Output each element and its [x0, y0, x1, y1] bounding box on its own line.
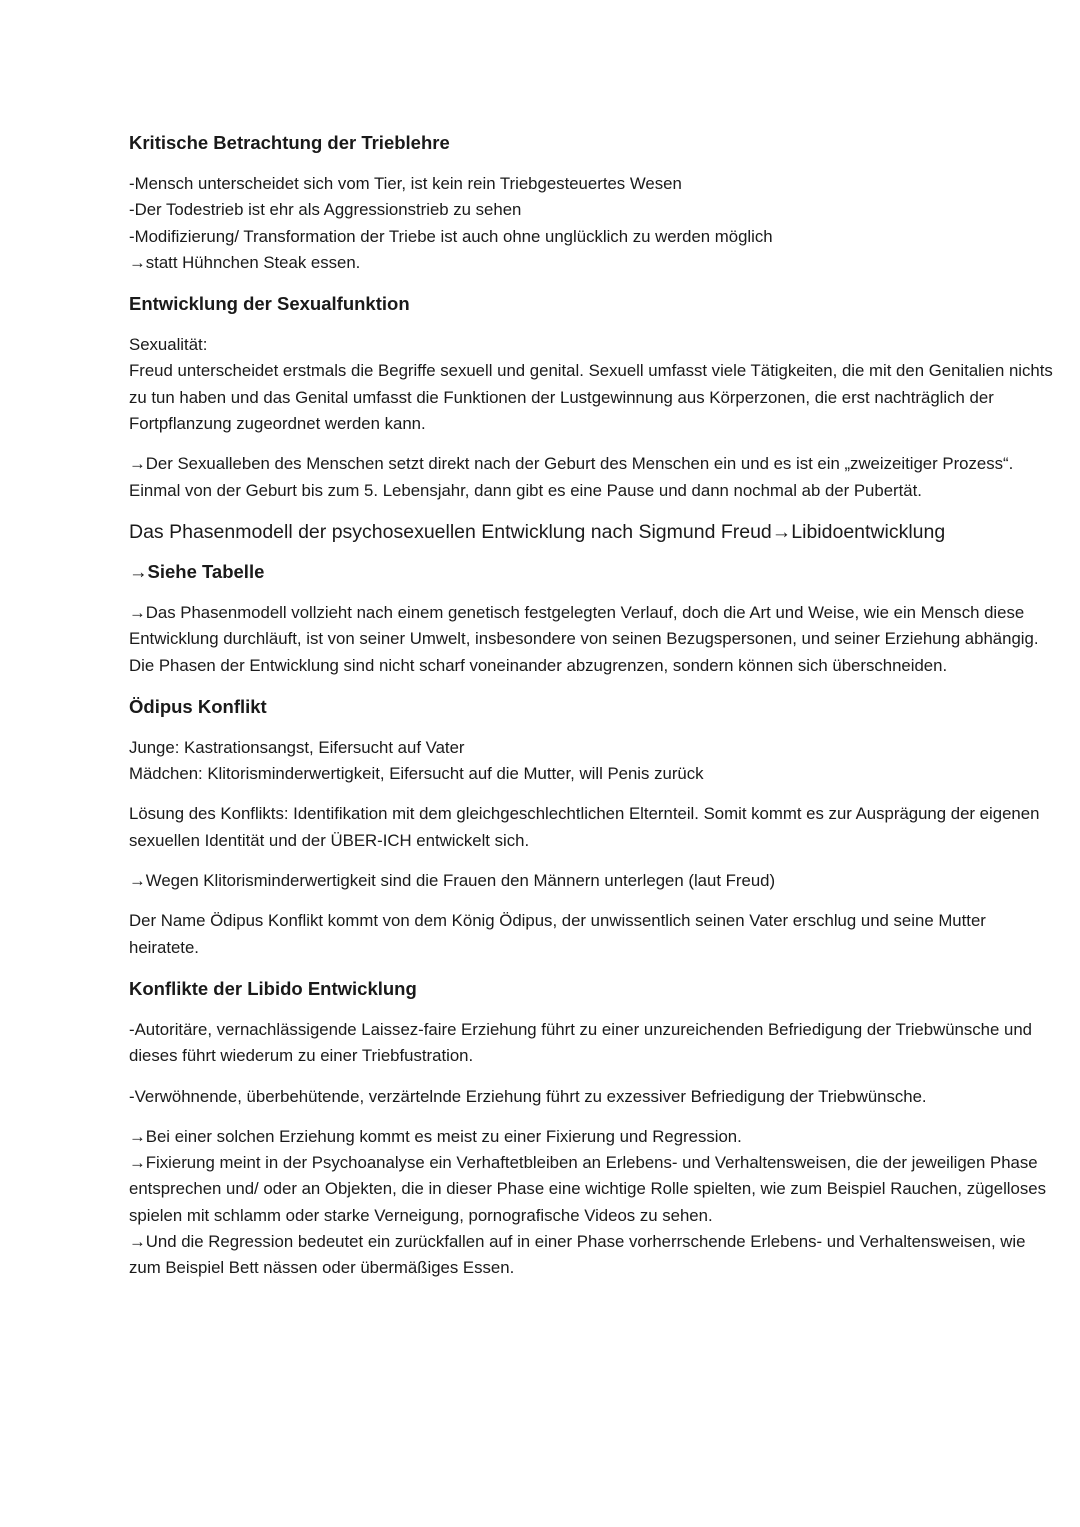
paragraph: -Verwöhnende, überbehütende, verzärtelnde Erziehung führt zu exzessiver Befriedigung der Triebwünsche.: [129, 1086, 927, 1106]
heading-sexualfunktion: Entwicklung der Sexualfunktion: [129, 293, 410, 315]
paragraph: Der Name Ödipus Konflikt kommt von dem König Ödipus, der unwissentlich seinen Vater erschlug und seine Mutter heiratete.: [129, 911, 986, 957]
paragraph: Lösung des Konflikts: Identifikation mit dem gleichgeschlechtlichen Elternteil. Somit kommt es zur Ausprägung der eigenen sexuellen Identität und der ÜBER-ICH entwickelt sich.: [129, 804, 1040, 850]
text-line: →statt Hühnchen Steak essen.: [129, 252, 361, 272]
heading-libido-konflikte: Konflikte der Libido Entwicklung: [129, 977, 417, 999]
text-line: →Bei einer solchen Erziehung kommt es meist zu einer Fixierung und Regression.: [129, 1126, 742, 1146]
paragraph: →Fixierung meint in der Psychoanalyse ein Verhaftetbleiben an Erlebens- und Verhaltensweisen, die der jeweiligen Phase entsprechen und/ oder an Objekten, die in dieser Phase eine wichtige Rolle spielten, wie zum Beispiel Rauchen, zügelloses spielen mit schlamm oder starke Verneigung, pornografische Videos zu sehen.: [129, 1153, 1046, 1225]
paragraph: →Und die Regression bedeutet ein zurückfallen auf in einer Phase vorherrschende Erlebens- und Verhaltensweisen, wie zum Beispiel Bett nässen oder übermäßiges Essen.: [129, 1232, 1026, 1278]
document-content: [129, 131, 1059, 1282]
heading-oedipus: Ödipus Konflikt: [129, 695, 267, 717]
paragraph: →Wegen Klitorisminderwertigkeit sind die Frauen den Männern unterlegen (laut Freud): [129, 871, 776, 891]
text-line: Junge: Kastrationsangst, Eifersucht auf Vater: [129, 737, 465, 757]
text-line: -Der Todestrieb ist ehr als Aggressionstrieb zu sehen: [129, 200, 522, 220]
text-line: -Modifizierung/ Transformation der Triebe ist auch ohne unglücklich zu werden möglich: [129, 226, 773, 246]
heading-trieblehre: Kritische Betrachtung der Trieblehre: [129, 132, 450, 153]
text-label: Sexualität:: [129, 335, 208, 355]
paragraph: Freud unterscheidet erstmals die Begriffe sexuell und genital. Sexuell umfasst viele Tätigkeiten, die mit den Genitalien nichts zu tun haben und das Genital umfasst die Funktionen der Lustgewinnung aus Körperzonen, die erst nachträglich der Fortpflanzung zugeordnet werden kann.: [129, 361, 1053, 434]
paragraph: →Das Phasenmodell vollzieht nach einem genetisch festgelegten Verlauf, doch die Art und Weise, wie ein Mensch diese Entwicklung durchläuft, ist von seiner Umwelt, insbesondere von seinen Bezugspersonen, und seiner Erziehung abhängig. Die Phasen der Entwicklung sind nicht scharf voneinander abzugrenzen, sondern können sich überschneiden.: [129, 602, 1039, 675]
text-line: -Mensch unterscheidet sich vom Tier, ist kein rein Triebgesteuertes Wesen: [129, 174, 682, 193]
heading-phasenmodell: Das Phasenmodell der psychosexuellen Entwicklung nach Sigmund Freud→Libidoentwicklung: [129, 520, 946, 543]
subheading-tabelle: →Siehe Tabelle: [129, 560, 265, 582]
text-line: Mädchen: Klitorisminderwertigkeit, Eifersucht auf die Mutter, will Penis zurück: [129, 764, 704, 784]
paragraph: →Der Sexualleben des Menschen setzt direkt nach der Geburt des Menschen ein und es ist ein „zweizeitiger Prozess“. Einmal von der Geburt bis zum 5. Lebensjahr, dann gibt es eine Pause und dann nochmal ab der Pubertät.: [129, 454, 1014, 500]
paragraph: -Autoritäre, vernachlässigende Laissez-faire Erziehung führt zu einer unzureichenden Befriedigung der Triebwünsche und dieses führt wiederum zu einer Triebfustration.: [129, 1019, 1032, 1066]
